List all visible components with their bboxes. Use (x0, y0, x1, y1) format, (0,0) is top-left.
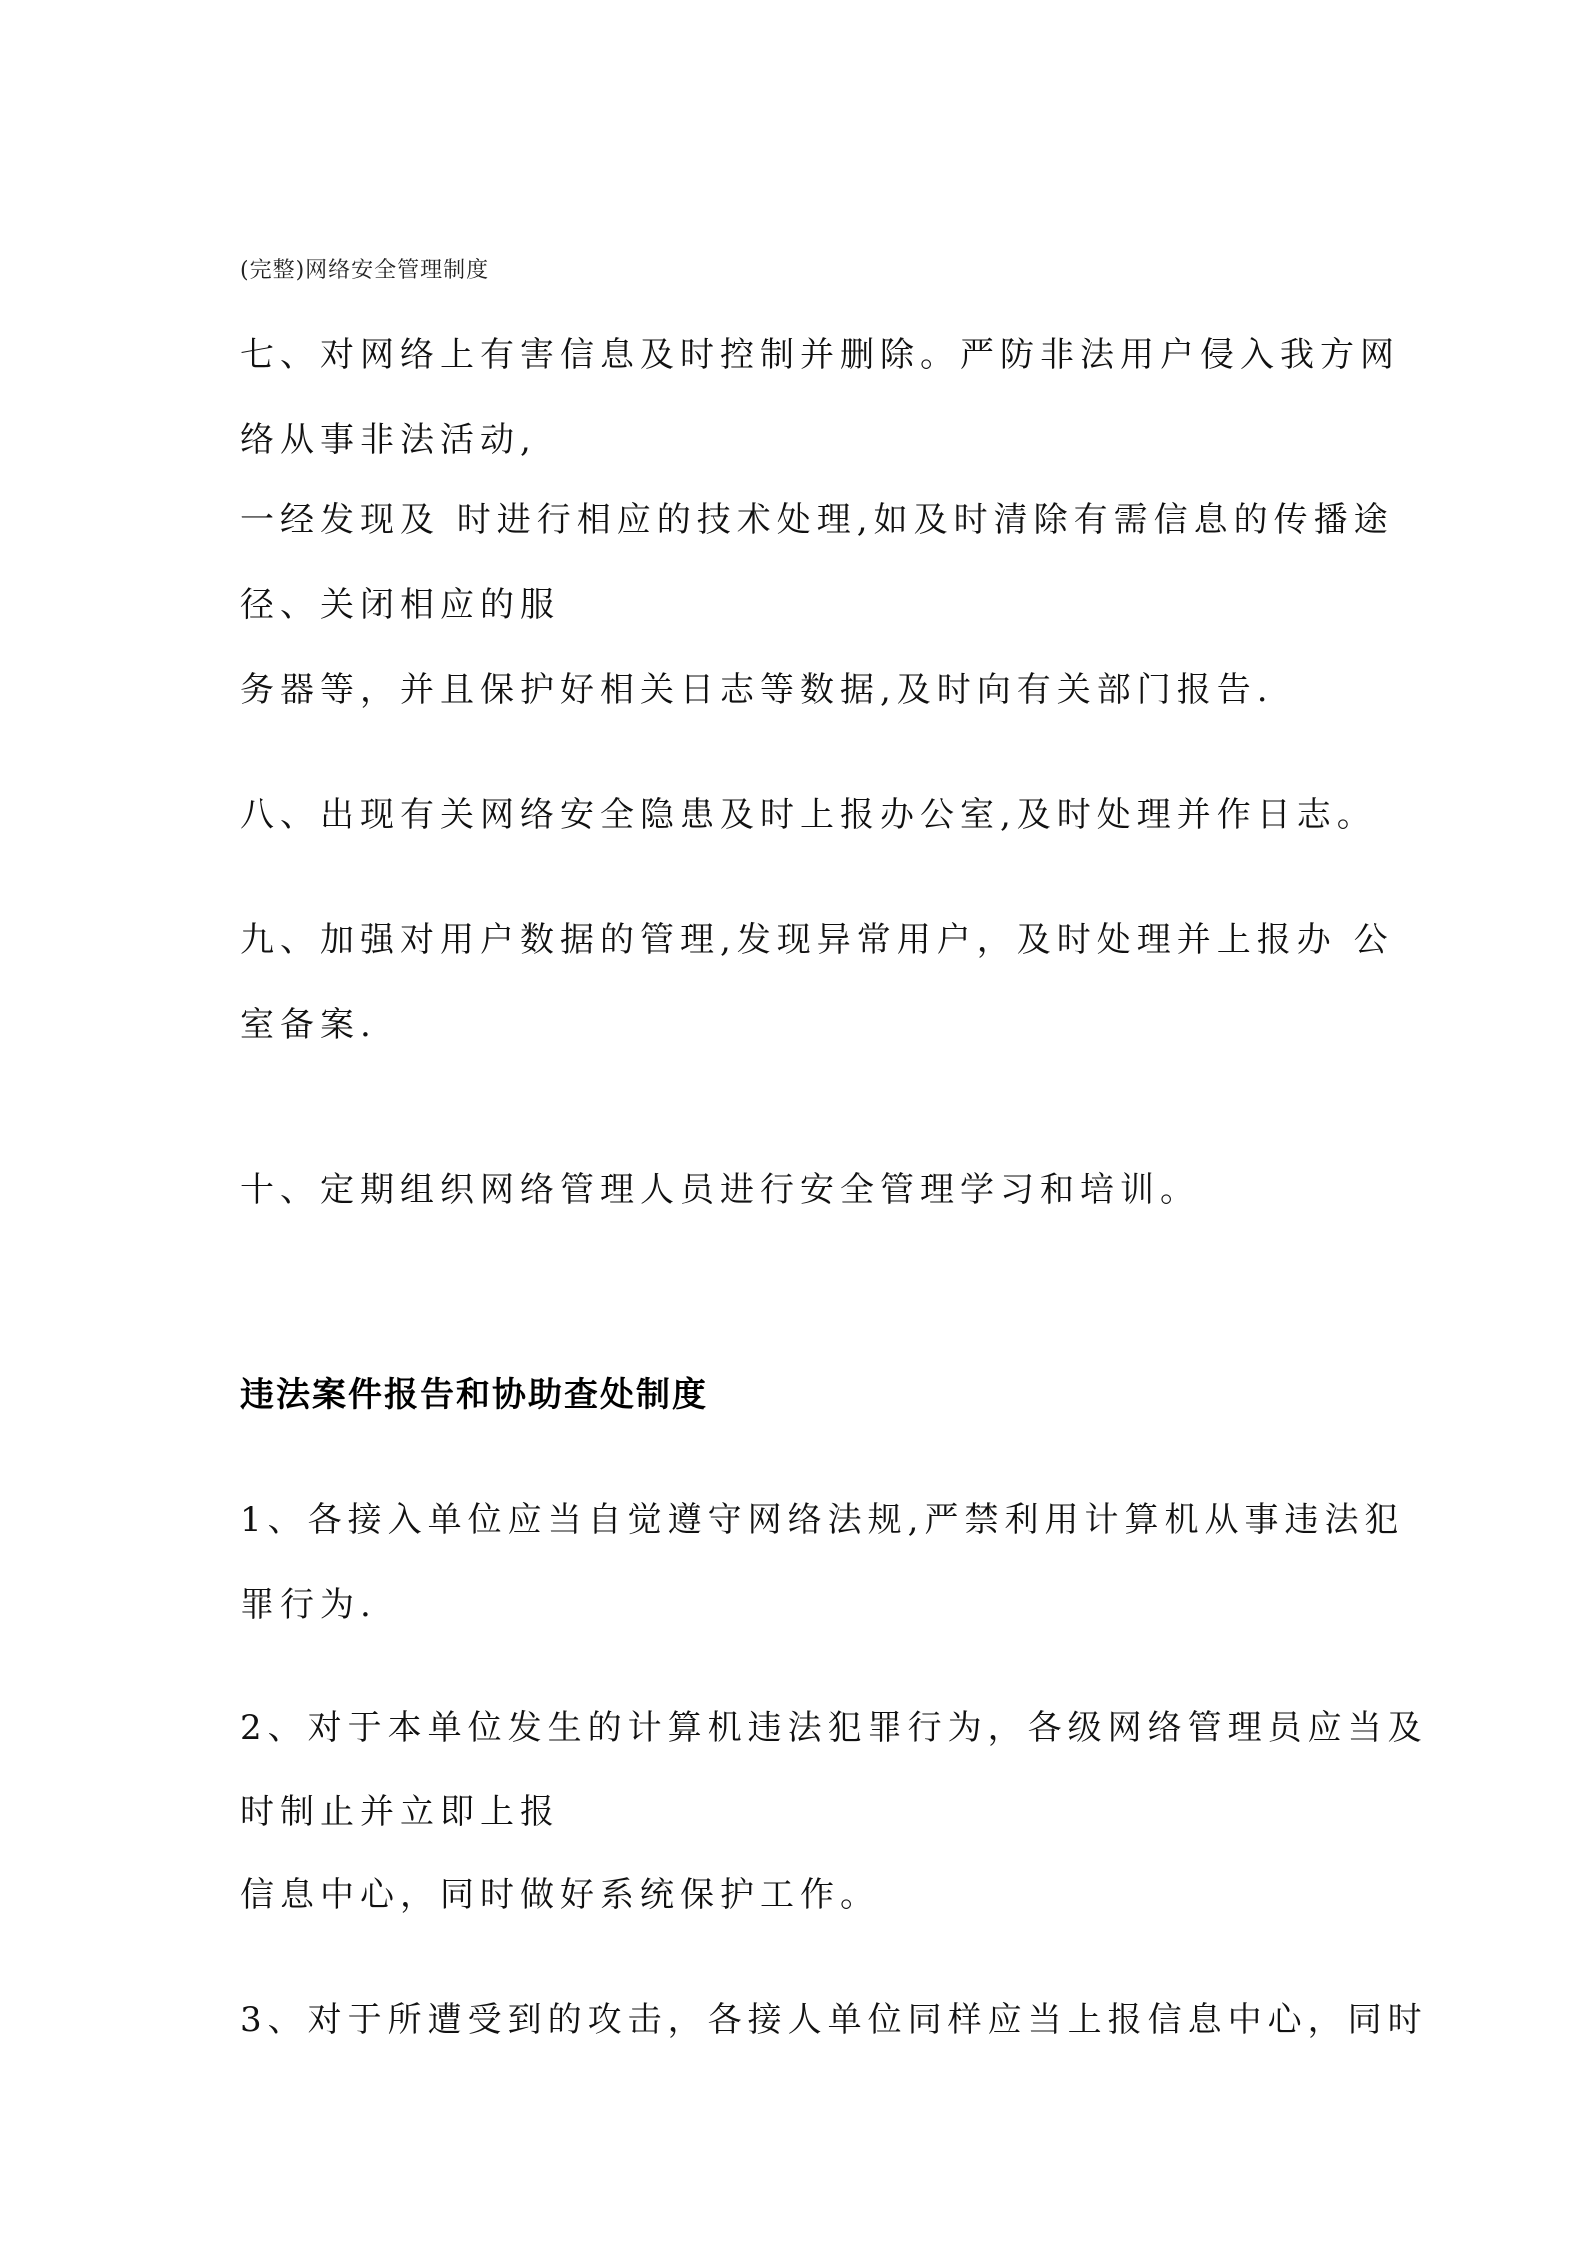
section-heading: 违法案件报告和协助查处制度 (240, 1375, 708, 1415)
paragraph-line: 络从事非法活动, (240, 420, 537, 460)
paragraph-line: 一经发现及 时进行相应的技术处理,如及时清除有需信息的传播途 (240, 500, 1394, 540)
paragraph-line: 务器等，并且保护好相关日志等数据,及时向有关部门报告. (240, 670, 1274, 710)
paragraph-line: 径、关闭相应的服 (240, 585, 560, 625)
paragraph-line: 2、对于本单位发生的计算机违法犯罪行为，各级网络管理员应当及 (240, 1708, 1428, 1748)
paragraph-line: 十、定期组织网络管理人员进行安全管理学习和培训。 (240, 1170, 1200, 1210)
paragraph-line: 信息中心，同时做好系统保护工作。 (240, 1875, 880, 1915)
paragraph-line: 八、出现有关网络安全隐患及时上报办公室,及时处理并作日志。 (240, 795, 1377, 835)
paragraph-line: 室备案. (240, 1005, 377, 1045)
paragraph-line: 1、各接入单位应当自觉遵守网络法规,严禁利用计算机从事违法犯 (240, 1500, 1405, 1540)
paragraph-line: 时制止并立即上报 (240, 1792, 560, 1832)
paragraph-line: 九、加强对用户数据的管理,发现异常用户，及时处理并上报办 公 (240, 920, 1394, 960)
running-header: (完整)网络安全管理制度 (240, 258, 490, 283)
paragraph-line: 七、对网络上有害信息及时控制并删除。严防非法用户侵入我方网 (240, 335, 1400, 375)
paragraph-line: 3、对于所遭受到的攻击，各接人单位同样应当上报信息中心，同时 (240, 2000, 1428, 2040)
paragraph-line: 罪行为. (240, 1585, 377, 1625)
